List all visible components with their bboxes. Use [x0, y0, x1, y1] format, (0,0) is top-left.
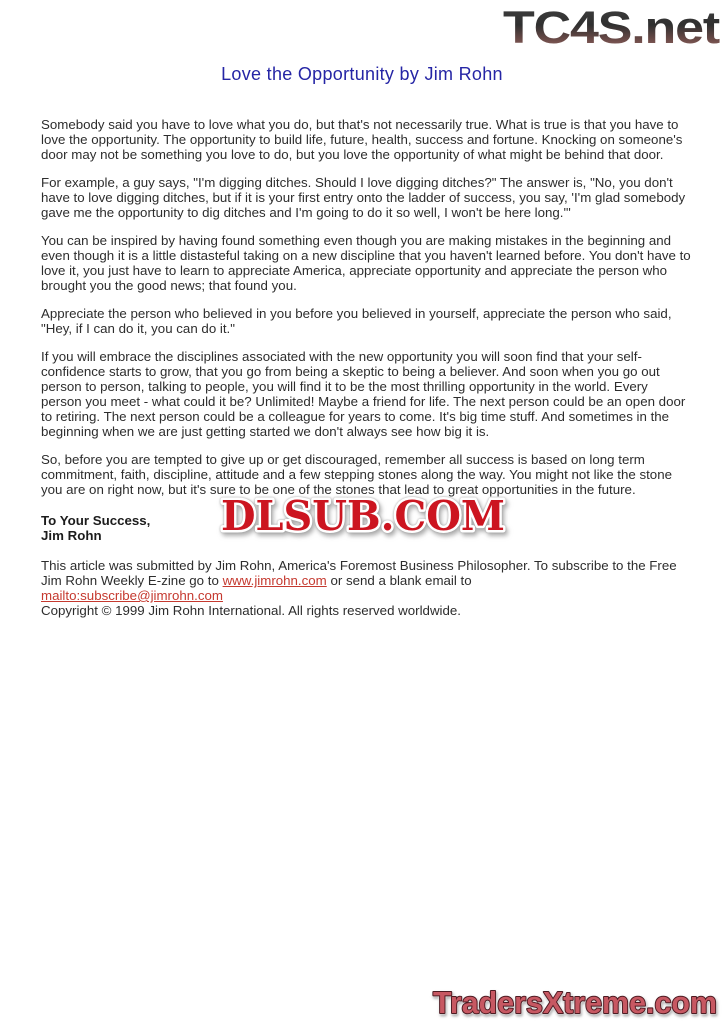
- paragraph-6: So, before you are tempted to give up or get discouraged, remember all success is based on long term commitment, faith, discipline, attitude and a few stepping stones along the way. You might not like the stone you are on right now, but it's sure to be one of the stones that lead to great opportunities in the future.: [41, 452, 672, 497]
- footer-note: [41, 558, 691, 618]
- paragraph-5: If you will embrace the disciplines associated with the new opportunity you will soon find that your self-confidence starts to grow, that you go from being a skeptic to being a believer. And soon when you go out person to person, talking to people, you will find it to be the most thrilling opportunity in the world. Every person you meet - what could it be? Unlimited! Maybe a friend for life. The next person could be an open door to retiring. The next person could be a colleague for years to come. It's big time stuff. And sometimes in the beginning when we are just getting started we don't always see how big it is.: [41, 349, 686, 439]
- footer-text-2: or send a blank email to: [326, 573, 472, 588]
- signature-line2: Jim Rohn: [41, 528, 102, 543]
- article-title: Love the Opportunity by Jim Rohn: [221, 64, 503, 84]
- tc4s-logo-graphic: [497, 2, 722, 52]
- subscribe-mailto-link[interactable]: mailto:subscribe@jimrohn.com: [41, 588, 223, 603]
- paragraph-4: Appreciate the person who believed in you before you believed in yourself, appreciate the person who said, "Hey, if I can do it, you can do it.": [41, 306, 672, 336]
- copyright-line: Copyright © 1999 Jim Rohn International. All rights reserved worldwide.: [41, 603, 461, 618]
- signature-block: [41, 513, 691, 543]
- footer-text-1: This article was submitted by Jim Rohn, America's Foremost Business Philosopher. To subscribe to the Free Jim Rohn Weekly E-zine go to: [41, 558, 677, 588]
- tc4s-logo-text: TC4S.net: [503, 2, 721, 52]
- tradersxtreme-logo[interactable]: [427, 980, 722, 1024]
- tc4s-logo[interactable]: [497, 2, 722, 57]
- paragraph-1: Somebody said you have to love what you do, but that's not necessarily true. What is true is that you have to love the opportunity. The opportunity to build life, future, health, success and fortune. Knocking on someone's door may not be something you love to do, but you love the opportunity of what might be behind that door.: [41, 117, 683, 162]
- dlsub-watermark-text: DLSUB.COM: [221, 492, 505, 540]
- tradersxtreme-logo-graphic: [427, 980, 722, 1024]
- tradersxtreme-logo-text: TradersXtreme.com: [433, 985, 717, 1020]
- signature-line1: To Your Success,: [41, 513, 151, 528]
- paragraph-2: For example, a guy says, "I'm digging ditches. Should I love digging ditches?" The answer is, "No, you don't have to love digging ditches, but if it is your first entry onto the ladder of success, you say, 'I'm glad somebody gave me the opportunity to dig ditches and I'm going to do it so well, I won't be here long.'": [41, 175, 686, 220]
- article-body: [41, 117, 691, 631]
- paragraph-3: You can be inspired by having found something even though you are making mistakes in the beginning and even though it is a little distasteful taking on a new discipline that you haven't learned before. You don't have to love it, you just have to learn to appreciate America, appreciate opportunity and appreciate the person who brought you the good news; that found you.: [41, 233, 691, 293]
- jimrohn-website-link[interactable]: www.jimrohn.com: [222, 573, 327, 588]
